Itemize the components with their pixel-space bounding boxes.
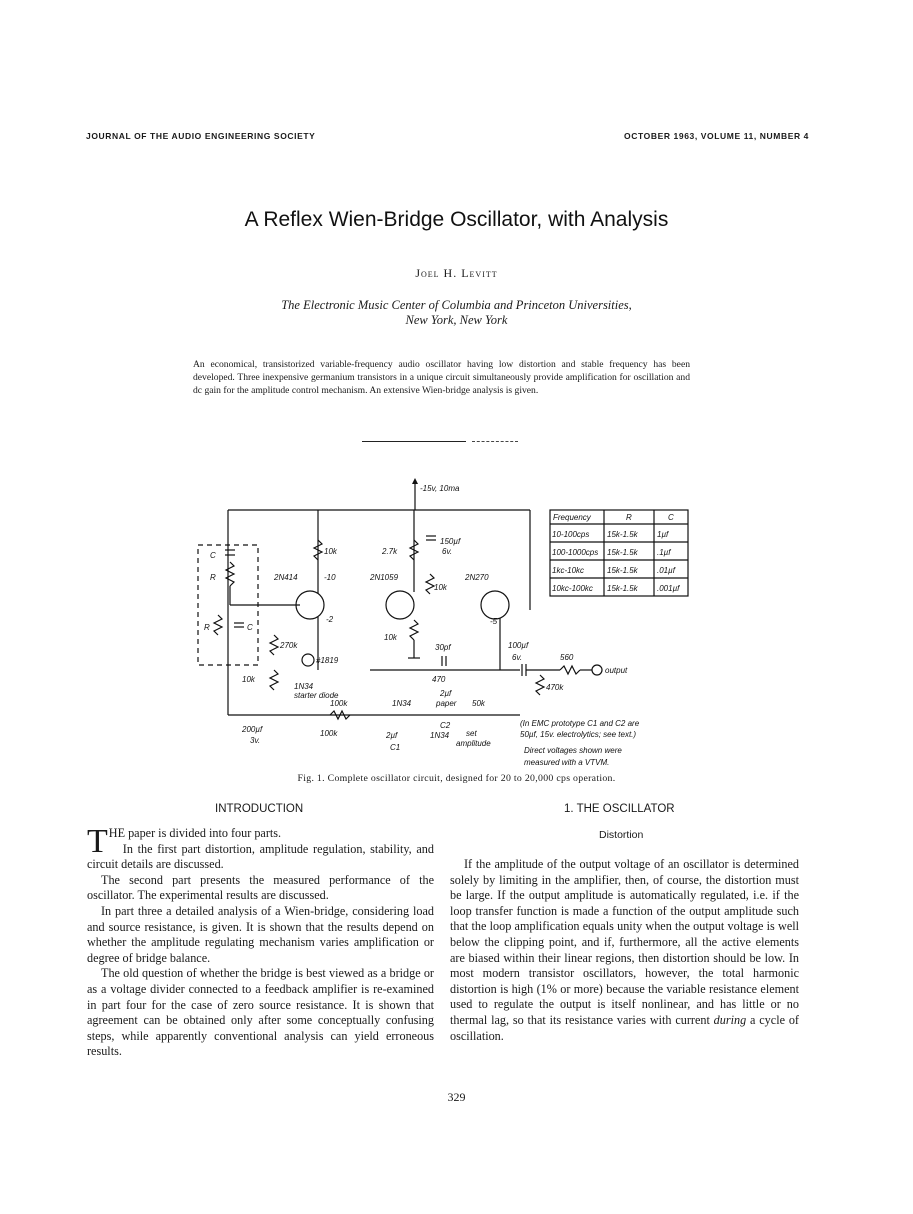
intro-p1b-text: In the first part distortion, amplitude regulation, stability, and circuit details are discussed.	[87, 841, 434, 872]
amplitude-label: amplitude	[456, 739, 491, 748]
paper-label: paper	[436, 699, 457, 708]
bridge-r-top	[226, 562, 234, 586]
c100v-label: 6v.	[512, 653, 523, 662]
note-line-2: 50µf, 15v. electrolytics; see text.)	[520, 730, 637, 739]
distortion-subheading: Distortion	[599, 829, 644, 841]
r270k-label: 270k	[280, 641, 298, 650]
abstract: An economical, transistorized variable-frequency audio oscillator having low distortion and stable frequency has been developed. Three inexpensive germanium transistors in a unique circuit simultaneously provide amplification for oscillation and dc gain for the amplitude control mechanism. An extensive Wien-bridge analysis is given.	[193, 359, 690, 396]
separator-rule-dashed	[472, 441, 518, 442]
supply-arrow-icon	[412, 478, 418, 484]
q1-label: 2N414	[274, 573, 298, 582]
table-cell: 15k-1.5k	[607, 566, 638, 575]
table-cell: 1µf	[657, 530, 669, 539]
c100-label: 100µf	[508, 641, 529, 650]
q3-label: 2N270	[465, 573, 489, 582]
r560-label: 560	[560, 653, 574, 662]
set-label: set	[466, 729, 477, 738]
resistor-10k-b	[426, 574, 434, 594]
transistor-q1	[296, 591, 324, 619]
bridge-c-bot-label: C	[247, 623, 253, 632]
c200-label: 200µf	[242, 725, 263, 734]
separator-rule	[362, 441, 466, 442]
r50k-label: 50k	[472, 699, 485, 708]
d1n34-b-label: 1N34	[430, 731, 450, 740]
r10k-a-label: 10k	[324, 547, 337, 556]
c1-label: C1	[390, 743, 401, 752]
table-cell: .001µf	[657, 584, 680, 593]
table-cell: 15k-1.5k	[607, 584, 638, 593]
osc-p1-a: If the amplitude of the output voltage of an oscillator is determined solely by limiting in the amplifier, then, of course, the distortion must be large. If the output amplitude is automatically regulated, i.e. if the loop transfer function is made a function of the output amplitude such that the loop amplification equals unity when the output voltage is well below the clipping point, and if, furthermore, all the active elements are biased within their linear regions, then distortion should be low. In most modern transistor oscillators, however, the total harmonic distortion is high (1% or more) because the variable resistance element used to regulate the output is itself nonlinear, and has little or no thermal lag, so that its resistance varies with current	[450, 857, 799, 1027]
journal-header: JOURNAL OF THE AUDIO ENGINEERING SOCIETY	[86, 131, 316, 141]
drop-cap: T	[87, 823, 108, 860]
table-header: R	[626, 513, 632, 522]
introduction-heading: INTRODUCTION	[215, 803, 304, 815]
c30pf-label: 30pf	[435, 643, 451, 652]
page-number: 329	[447, 1090, 466, 1104]
introduction-text	[87, 823, 434, 1060]
intro-paragraph-2: The second part presents the measured performance of the oscillator. The experimental results are discussed.	[87, 872, 434, 903]
c2-label: C2	[440, 721, 451, 730]
resistor-10k-c	[410, 620, 418, 640]
supply-label: -15v, 10ma	[420, 484, 460, 493]
osc-p1-b: a cycle of oscillation.	[450, 1012, 799, 1043]
bridge-c-top-label: C	[210, 551, 216, 560]
figure-caption: Fig. 1. Complete oscillator circuit, designed for 20 to 20,000 cps operation.	[297, 773, 616, 784]
intro-paragraph-4: The old question of whether the bridge is best viewed as a bridge or as a voltage divider connected to a feedback amplifier is re-examined in part four for the case of zero source resistance. It is shown that agreement can be obtained only after some conceptually confusing steps, while apparently conventional analysis can yield erroneous results.	[87, 966, 434, 1059]
osc-p1-emphasis: during	[713, 1012, 747, 1027]
starter-diode-label: starter diode	[294, 691, 339, 700]
r10k-b-label: 10k	[434, 583, 447, 592]
bridge-r-bot-label: R	[204, 623, 210, 632]
r10k-d-label: 10k	[242, 675, 255, 684]
voltage-a-label: -10	[324, 573, 336, 582]
r27k-label: 2.7k	[382, 547, 398, 556]
table-cell: 15k-1.5k	[607, 530, 638, 539]
transistor-q3	[481, 591, 509, 619]
resistor-560	[560, 666, 580, 674]
q2-label: 2N1059	[370, 573, 399, 582]
table-cell: 15k-1.5k	[607, 548, 638, 557]
oscillator-heading: 1. THE OSCILLATOR	[564, 803, 675, 815]
table-cell: 100-1000cps	[552, 548, 599, 557]
table-header: Frequency	[553, 513, 591, 522]
affiliation	[0, 298, 913, 328]
bridge-r-bot	[214, 615, 222, 635]
r100k-b-label: 100k	[320, 729, 338, 738]
note-line-4: measured with a VTVM.	[524, 758, 610, 767]
oscillator-schematic	[190, 470, 710, 770]
voltage-c-label: -5	[490, 617, 498, 626]
r10k-c-label: 10k	[384, 633, 397, 642]
r100k-a-label: 100k	[330, 699, 348, 708]
issue-header: OCTOBER 1963, VOLUME 11, NUMBER 4	[624, 131, 809, 141]
r470-label: 470	[432, 675, 446, 684]
r470k-label: 470k	[546, 683, 564, 692]
author-name: Joel H. Levitt	[415, 266, 498, 280]
lamp-icon	[302, 654, 314, 666]
table-cell: .01µf	[657, 566, 675, 575]
table-cell: 1kc-10kc	[552, 566, 585, 575]
paper-title: A Reflex Wien-Bridge Oscillator, with Analysis	[244, 208, 669, 231]
c150-label: 150µf	[440, 537, 461, 546]
intro-p1-text: HE paper is divided into four parts.	[108, 826, 282, 840]
output-label: output	[605, 666, 628, 675]
resistor-270k	[270, 635, 278, 655]
bridge-r-top-label: R	[210, 573, 216, 582]
intro-paragraph-3: In part three a detailed analysis of a Wien-bridge, considering load and source resistance, is given. It is shown that the results depend on whether the amplitude regulating mechanism varies amplification or degree of bridge balance.	[87, 903, 434, 965]
intro-paragraph-1	[87, 823, 434, 873]
c150v-label: 6v.	[442, 547, 453, 556]
component-table	[550, 510, 688, 596]
oscillator-text	[450, 857, 799, 1044]
table-header: C	[668, 513, 674, 522]
d1n34-label: 1N34	[392, 699, 412, 708]
c200v-label: 3v.	[250, 736, 261, 745]
affiliation-line-2: New York, New York	[405, 313, 508, 327]
c2uf-label: 2µf	[440, 689, 452, 698]
resistor-470k	[536, 675, 544, 695]
affiliation-line-1: The Electronic Music Center of Columbia and Princeton Universities,	[281, 298, 632, 312]
table-cell: .1µf	[657, 548, 671, 557]
table-cell: 10-100cps	[552, 530, 590, 539]
voltage-b-label: -2	[326, 615, 334, 624]
diode-starter-label: 1N34	[294, 682, 314, 691]
lamp-label: #1819	[316, 656, 339, 665]
resistor-10k-d	[270, 670, 278, 690]
note-line-1: (In EMC prototype C1 and C2 are	[520, 719, 640, 728]
c2uf-b-label: 2µf	[386, 731, 398, 740]
table-cell: 10kc-100kc	[552, 584, 593, 593]
oscillator-paragraph-1	[450, 857, 799, 1044]
note-line-3: Direct voltages shown were	[524, 746, 622, 755]
transistor-q2	[386, 591, 414, 619]
output-jack-icon	[592, 665, 602, 675]
